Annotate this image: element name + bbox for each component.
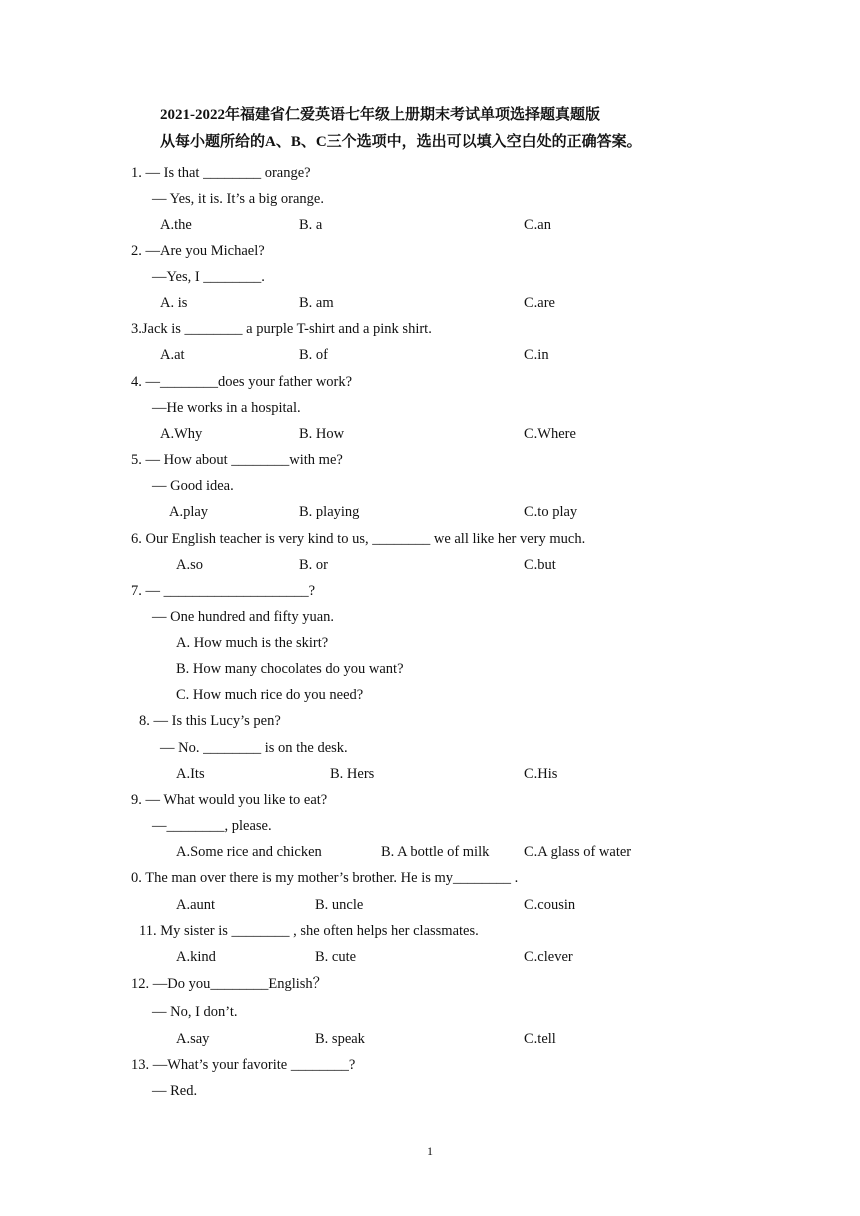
question-3-option-b: B. of bbox=[299, 347, 328, 363]
question-12-option-b: B. speak bbox=[315, 1031, 365, 1047]
question-5-option-b: B. playing bbox=[299, 504, 360, 520]
question-1-option-a: A.the bbox=[160, 217, 192, 233]
question-9-option-c: C.A glass of water bbox=[524, 844, 632, 860]
question-5-stem: 5. — How about ________with me? bbox=[131, 452, 343, 468]
question-7-stem: 7. — ____________________? bbox=[131, 583, 316, 599]
question-5-reply: — Good idea. bbox=[152, 478, 234, 494]
question-4-stem: 4. —________does your father work? bbox=[131, 374, 353, 390]
question-7-reply: — One hundred and fifty yuan. bbox=[152, 609, 335, 625]
question-9-option-a: A.Some rice and chicken bbox=[176, 844, 322, 860]
question-8-reply: — No. ________ is on the desk. bbox=[160, 740, 348, 756]
question-7-option-b: B. How many chocolates do you want? bbox=[176, 661, 404, 677]
question-9-reply: —________, please. bbox=[152, 818, 272, 834]
question-2-reply: —Yes, I ________. bbox=[152, 269, 265, 285]
question-2-option-c: C.are bbox=[524, 295, 555, 311]
question-7-option-a: A. How much is the skirt? bbox=[176, 635, 329, 651]
question-13-reply: — Red. bbox=[152, 1083, 198, 1099]
question-2-stem: 2. —Are you Michael? bbox=[131, 243, 265, 259]
question-10-option-a: A.aunt bbox=[176, 897, 216, 913]
question-12-reply: — No, I don’t. bbox=[152, 1004, 238, 1020]
question-13-stem: 13. —What’s your favorite ________? bbox=[131, 1057, 356, 1073]
question-1-reply: — Yes, it is. It’s a big orange. bbox=[152, 191, 324, 207]
question-5-option-c: C.to play bbox=[524, 504, 578, 520]
question-3-option-c: C.in bbox=[524, 347, 549, 363]
question-10-stem: 0. The man over there is my mother’s brother. He is my________ . bbox=[131, 870, 519, 886]
question-10-option-c: C.cousin bbox=[524, 897, 576, 913]
question-8-option-c: C.His bbox=[524, 766, 558, 782]
question-12-stem: 12. —Do you________English？ bbox=[131, 976, 328, 992]
page-title: 2021-2022年福建省仁爱英语七年级上册期末考试单项选择题真题版 bbox=[160, 107, 600, 123]
question-9-stem: 9. — What would you like to eat? bbox=[131, 792, 328, 808]
question-6-option-c: C.but bbox=[524, 557, 556, 573]
question-7-option-c: C. How much rice do you need? bbox=[176, 687, 364, 703]
question-11-option-b: B. cute bbox=[315, 949, 357, 965]
question-2-option-b: B. am bbox=[299, 295, 334, 311]
question-9-option-b: B. A bottle of milk bbox=[381, 844, 490, 860]
question-6-option-a: A.so bbox=[176, 557, 203, 573]
question-8-stem: 8. — Is this Lucy’s pen? bbox=[139, 713, 281, 729]
question-8-option-b: B. Hers bbox=[330, 766, 375, 782]
question-6-stem: 6. Our English teacher is very kind to us, ________ we all like her very much. bbox=[131, 531, 586, 547]
question-4-option-b: B. How bbox=[299, 426, 345, 442]
question-3-stem: 3.Jack is ________ a purple T-shirt and a pink shirt. bbox=[131, 321, 432, 337]
question-5-option-a: A.play bbox=[169, 504, 209, 520]
question-11-stem: 11. My sister is ________ , she often helps her classmates. bbox=[139, 923, 479, 939]
question-4-reply: —He works in a hospital. bbox=[152, 400, 301, 416]
page-number: 1 bbox=[427, 1144, 433, 1158]
question-10-option-b: B. uncle bbox=[315, 897, 364, 913]
question-4-option-a: A.Why bbox=[160, 426, 203, 442]
question-8-option-a: A.Its bbox=[176, 766, 205, 782]
question-12-option-c: C.tell bbox=[524, 1031, 556, 1047]
question-1-option-b: B. a bbox=[299, 217, 323, 233]
question-11-option-c: C.clever bbox=[524, 949, 573, 965]
question-12-option-a: A.say bbox=[176, 1031, 210, 1047]
question-4-option-c: C.Where bbox=[524, 426, 576, 442]
question-3-option-a: A.at bbox=[160, 347, 185, 363]
question-6-option-b: B. or bbox=[299, 557, 328, 573]
question-1-option-c: C.an bbox=[524, 217, 551, 233]
question-2-option-a: A. is bbox=[160, 295, 188, 311]
question-11-option-a: A.kind bbox=[176, 949, 216, 965]
question-1-stem: 1. — Is that ________ orange? bbox=[131, 165, 311, 181]
instruction: 从每小题所给的A、B、C三个选项中，选出可以填入空白处的正确答案。 bbox=[160, 134, 642, 150]
